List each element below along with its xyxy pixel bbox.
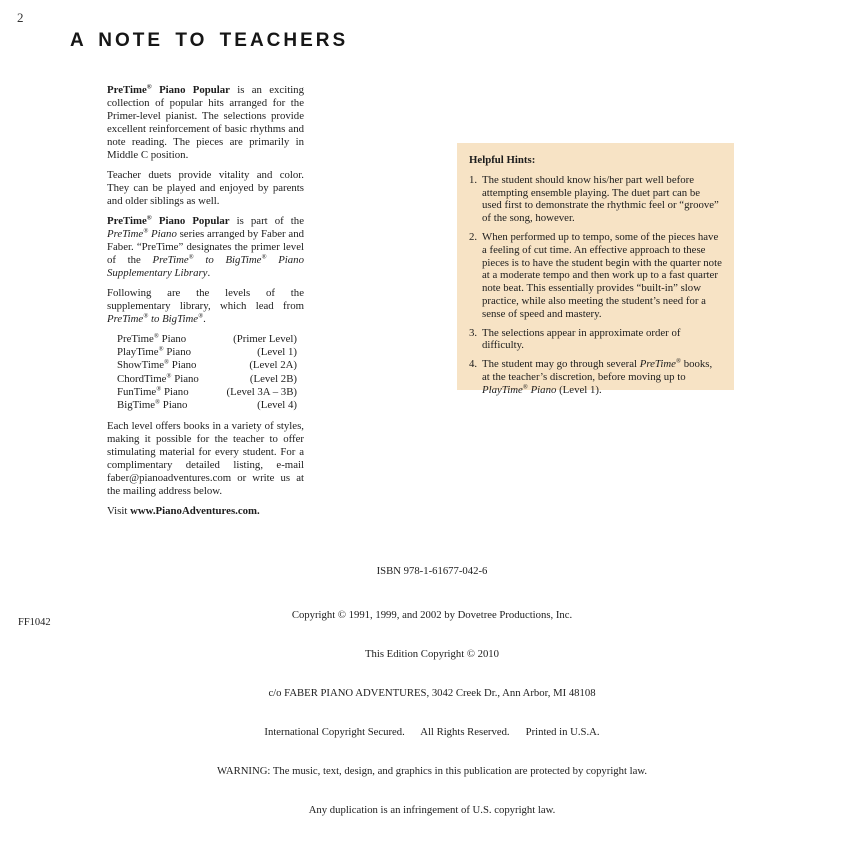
hint-text: The student should know his/her part well before attempting ensemble playing. The duet part can be used first to demonstrate the rhythmic feel or “groove” of the song, however. <box>482 173 719 225</box>
level-label: (Primer Level) <box>233 333 297 345</box>
copyright-line: Copyright © 1991, 1999, and 2002 by Dovetree Productions, Inc. <box>291 609 573 621</box>
page-number: 2 <box>17 10 24 25</box>
intro-paragraph: Teacher duets provide vitality and color. They can be played and enjoyed by parents and older siblings as well. <box>107 169 304 207</box>
level-row <box>117 346 297 359</box>
level-label: (Level 1) <box>257 346 297 359</box>
level-row <box>117 333 297 346</box>
copyright-line: WARNING: The music, text, design, and graphics in this publication are protected by copyright law. <box>216 765 648 777</box>
level-label: (Level 2B) <box>249 372 297 385</box>
hint-number: 3. <box>469 326 478 339</box>
intro-column <box>107 84 304 518</box>
helpful-hints-box <box>457 143 734 396</box>
level-name: BigTime® Piano <box>117 398 188 412</box>
level-row <box>117 373 297 386</box>
copyright-line: This Edition Copyright © 2010 <box>365 648 499 660</box>
copyright-line: Any duplication is an infringement of U.S. copyright law. <box>308 804 556 816</box>
intro-paragraph: Following are the levels of the supplementary library, which lead from PreTime® to BigTime®. <box>107 287 304 325</box>
hint-number: 4. <box>469 358 478 371</box>
level-label: (Level 4) <box>257 399 297 412</box>
copyright-line: c/o FABER PIANO ADVENTURES, 3042 Creek Dr., Ann Arbor, MI 48108 <box>268 687 596 699</box>
level-name: ShowTime® Piano <box>117 358 197 372</box>
hint-text: The student may go through several PreTime® books, at the teacher’s discretion, before moving up to PlayTime® Piano (Level 1). <box>482 357 713 396</box>
copyright-footer <box>0 539 864 843</box>
hint-item <box>469 231 722 321</box>
level-row <box>117 386 297 399</box>
isbn-line: ISBN 978-1-61677-042-6 <box>376 565 488 577</box>
levels-list <box>117 333 297 412</box>
hint-item <box>469 327 722 353</box>
hint-number: 2. <box>469 230 478 243</box>
level-name: FunTime® Piano <box>117 385 189 398</box>
level-row <box>117 399 297 412</box>
level-name: PlayTime® Piano <box>117 345 191 359</box>
level-label: (Level 3A – 3B) <box>226 385 297 398</box>
hint-number: 1. <box>469 173 478 186</box>
hint-item <box>469 174 722 225</box>
level-row <box>117 359 297 372</box>
copyright-line: International Copyright Secured. All Rights Reserved. Printed in U.S.A. <box>264 726 600 738</box>
catalog-number: FF1042 <box>18 617 51 628</box>
intro-paragraph: PreTime® Piano Popular is an exciting collection of popular hits arranged for the Primer-level pianist. The selections provide excellent reinforcement of basic rhythms and note reading. The pieces are primarily in Middle C position. <box>107 83 304 161</box>
intro-paragraph: PreTime® Piano Popular is part of the PreTime® Piano series arranged by Faber and Faber. “PreTime” designates the primer level of the PreTime® to BigTime® Piano Supplementary Library. <box>107 214 304 279</box>
hints-title: Helpful Hints: <box>469 154 536 166</box>
level-name: ChordTime® Piano <box>117 372 199 385</box>
level-label: (Level 2A) <box>249 359 297 372</box>
hint-text: The selections appear in approximate order of difficulty. <box>482 326 681 352</box>
page-title: A NOTE TO TEACHERS <box>70 30 349 51</box>
intro-paragraph: Each level offers books in a variety of styles, making it possible for the teacher to offer stimulating material for every student. For a complimentary detailed listing, e-mail faber@pianoadventures.com or write us at the mailing address below. <box>107 420 304 498</box>
level-name: PreTime® Piano <box>117 332 187 345</box>
website-line: Visit www.PianoAdventures.com. <box>107 505 260 518</box>
hint-text: When performed up to tempo, some of the pieces have a feeling of cut time. An effective approach to these pieces is to have the student begin with the quarter note at a moderate tempo and then work up to a fast quarter note beat. This essentially provides “built-in” slow practice, while also meeting the student’s need for a sense of speed and mastery. <box>482 230 722 320</box>
hint-item <box>469 358 722 396</box>
